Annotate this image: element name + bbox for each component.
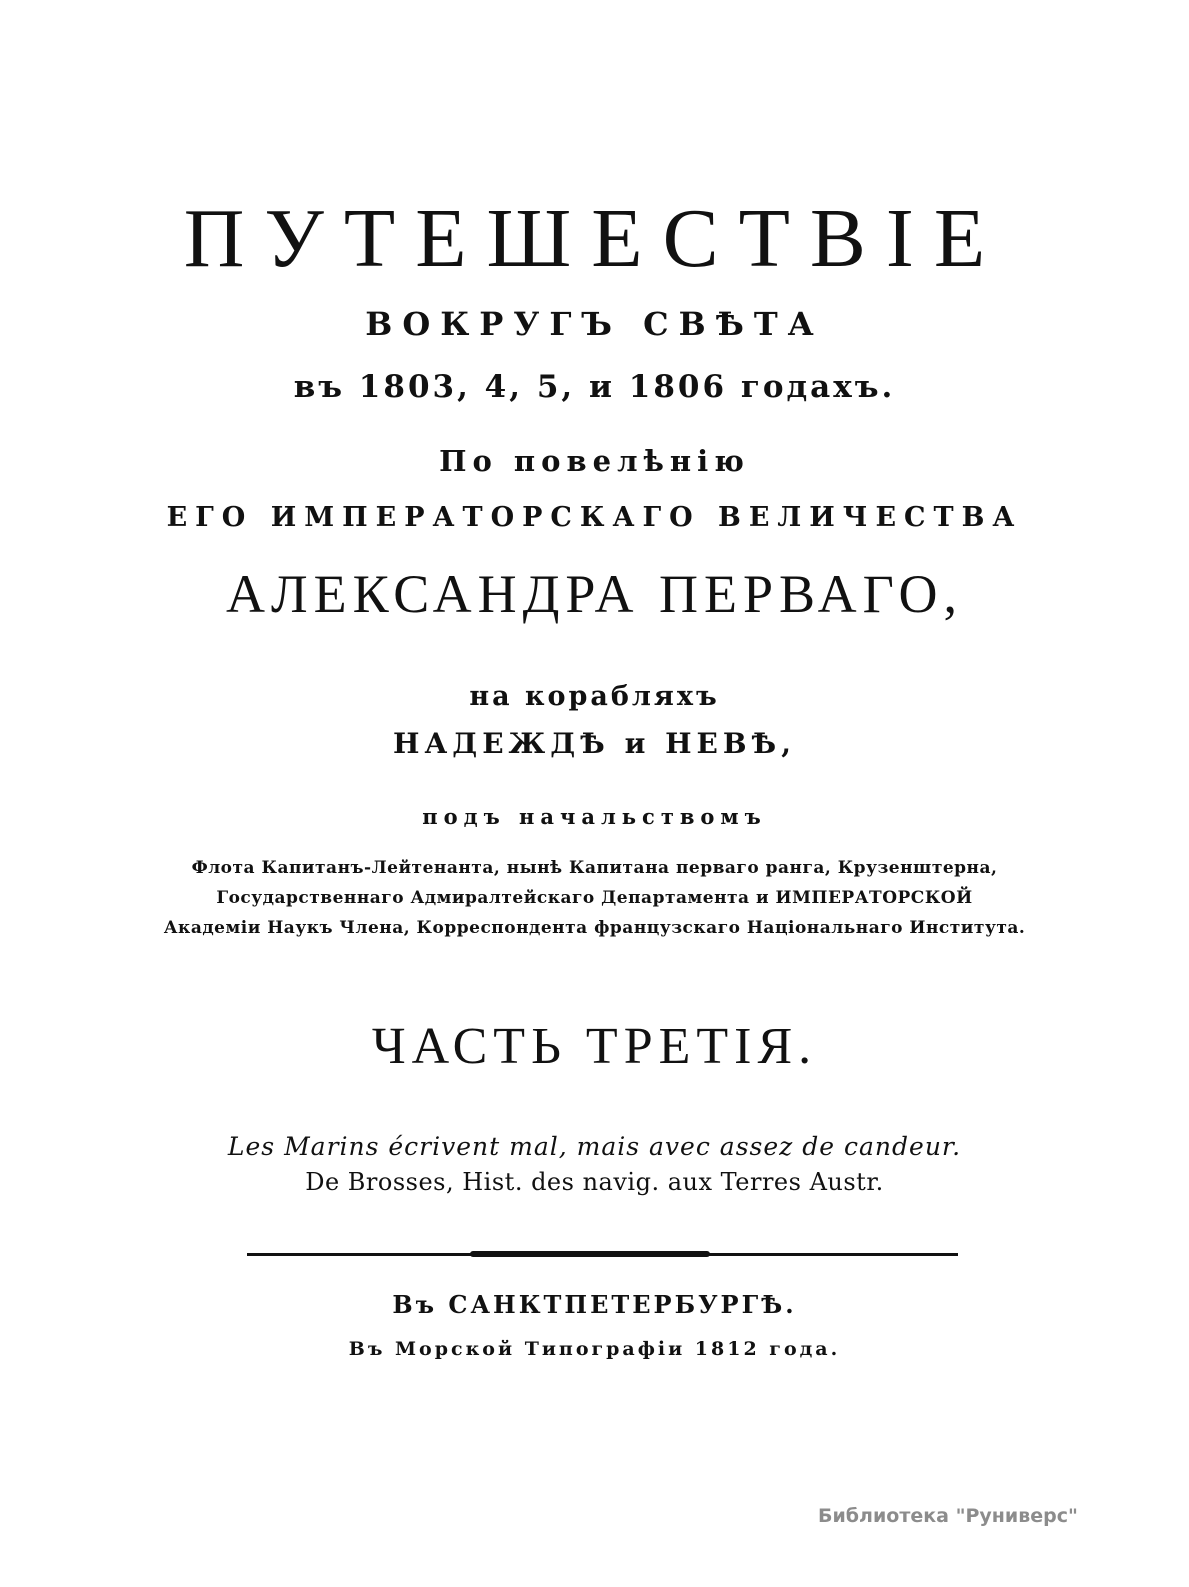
imprint-printer: Въ Морской Типографіи 1812 года. [348, 1338, 841, 1360]
subtitle-around-world: ВОКРУГЪ СВѢТА [365, 305, 824, 343]
ships-intro: на корабляхъ [469, 681, 720, 712]
volume-part: ЧАСТЬ ТРЕТІЯ. [371, 1018, 818, 1075]
epigraph-quote: Les Marins écrivent mal, mais avec assez de candeur. [227, 1132, 962, 1161]
subtitle-emperor-name: АЛЕКСАНДРА ПЕРВАГО, [225, 564, 964, 624]
book-title: ПУТЕШЕСТВІЕ [183, 192, 1006, 285]
author-line-2: Государственнаго Адмиралтейскаго Департамента и ИМПЕРАТОРСКОЙ [216, 888, 973, 908]
subtitle-majesty: ЕГО ИМПЕРАТОРСКАГО ВЕЛИЧЕСТВА [166, 502, 1023, 533]
command-line: подъ начальствомъ [422, 804, 767, 829]
imprint-city: Въ САНКТПЕТЕРБУРГѢ. [392, 1290, 797, 1319]
divider-rule-center [470, 1251, 710, 1257]
author-line-1: Флота Капитанъ-Лейтенанта, нынѣ Капитана перваго ранга, Крузенштерна, [191, 858, 998, 878]
subtitle-by-command: По повелѣнію [439, 444, 750, 478]
library-watermark: Библиотека "Руниверс" [818, 1505, 1078, 1527]
ships-names: НАДЕЖДѢ и НЕВѢ, [393, 727, 796, 760]
epigraph-source: De Brosses, Hist. des navig. aux Terres Austr. [305, 1168, 884, 1196]
subtitle-years: въ 1803, 4, 5, и 1806 годахъ. [293, 369, 896, 405]
author-line-3: Академіи Наукъ Члена, Корреспондента французскаго Національнаго Института. [163, 918, 1026, 938]
